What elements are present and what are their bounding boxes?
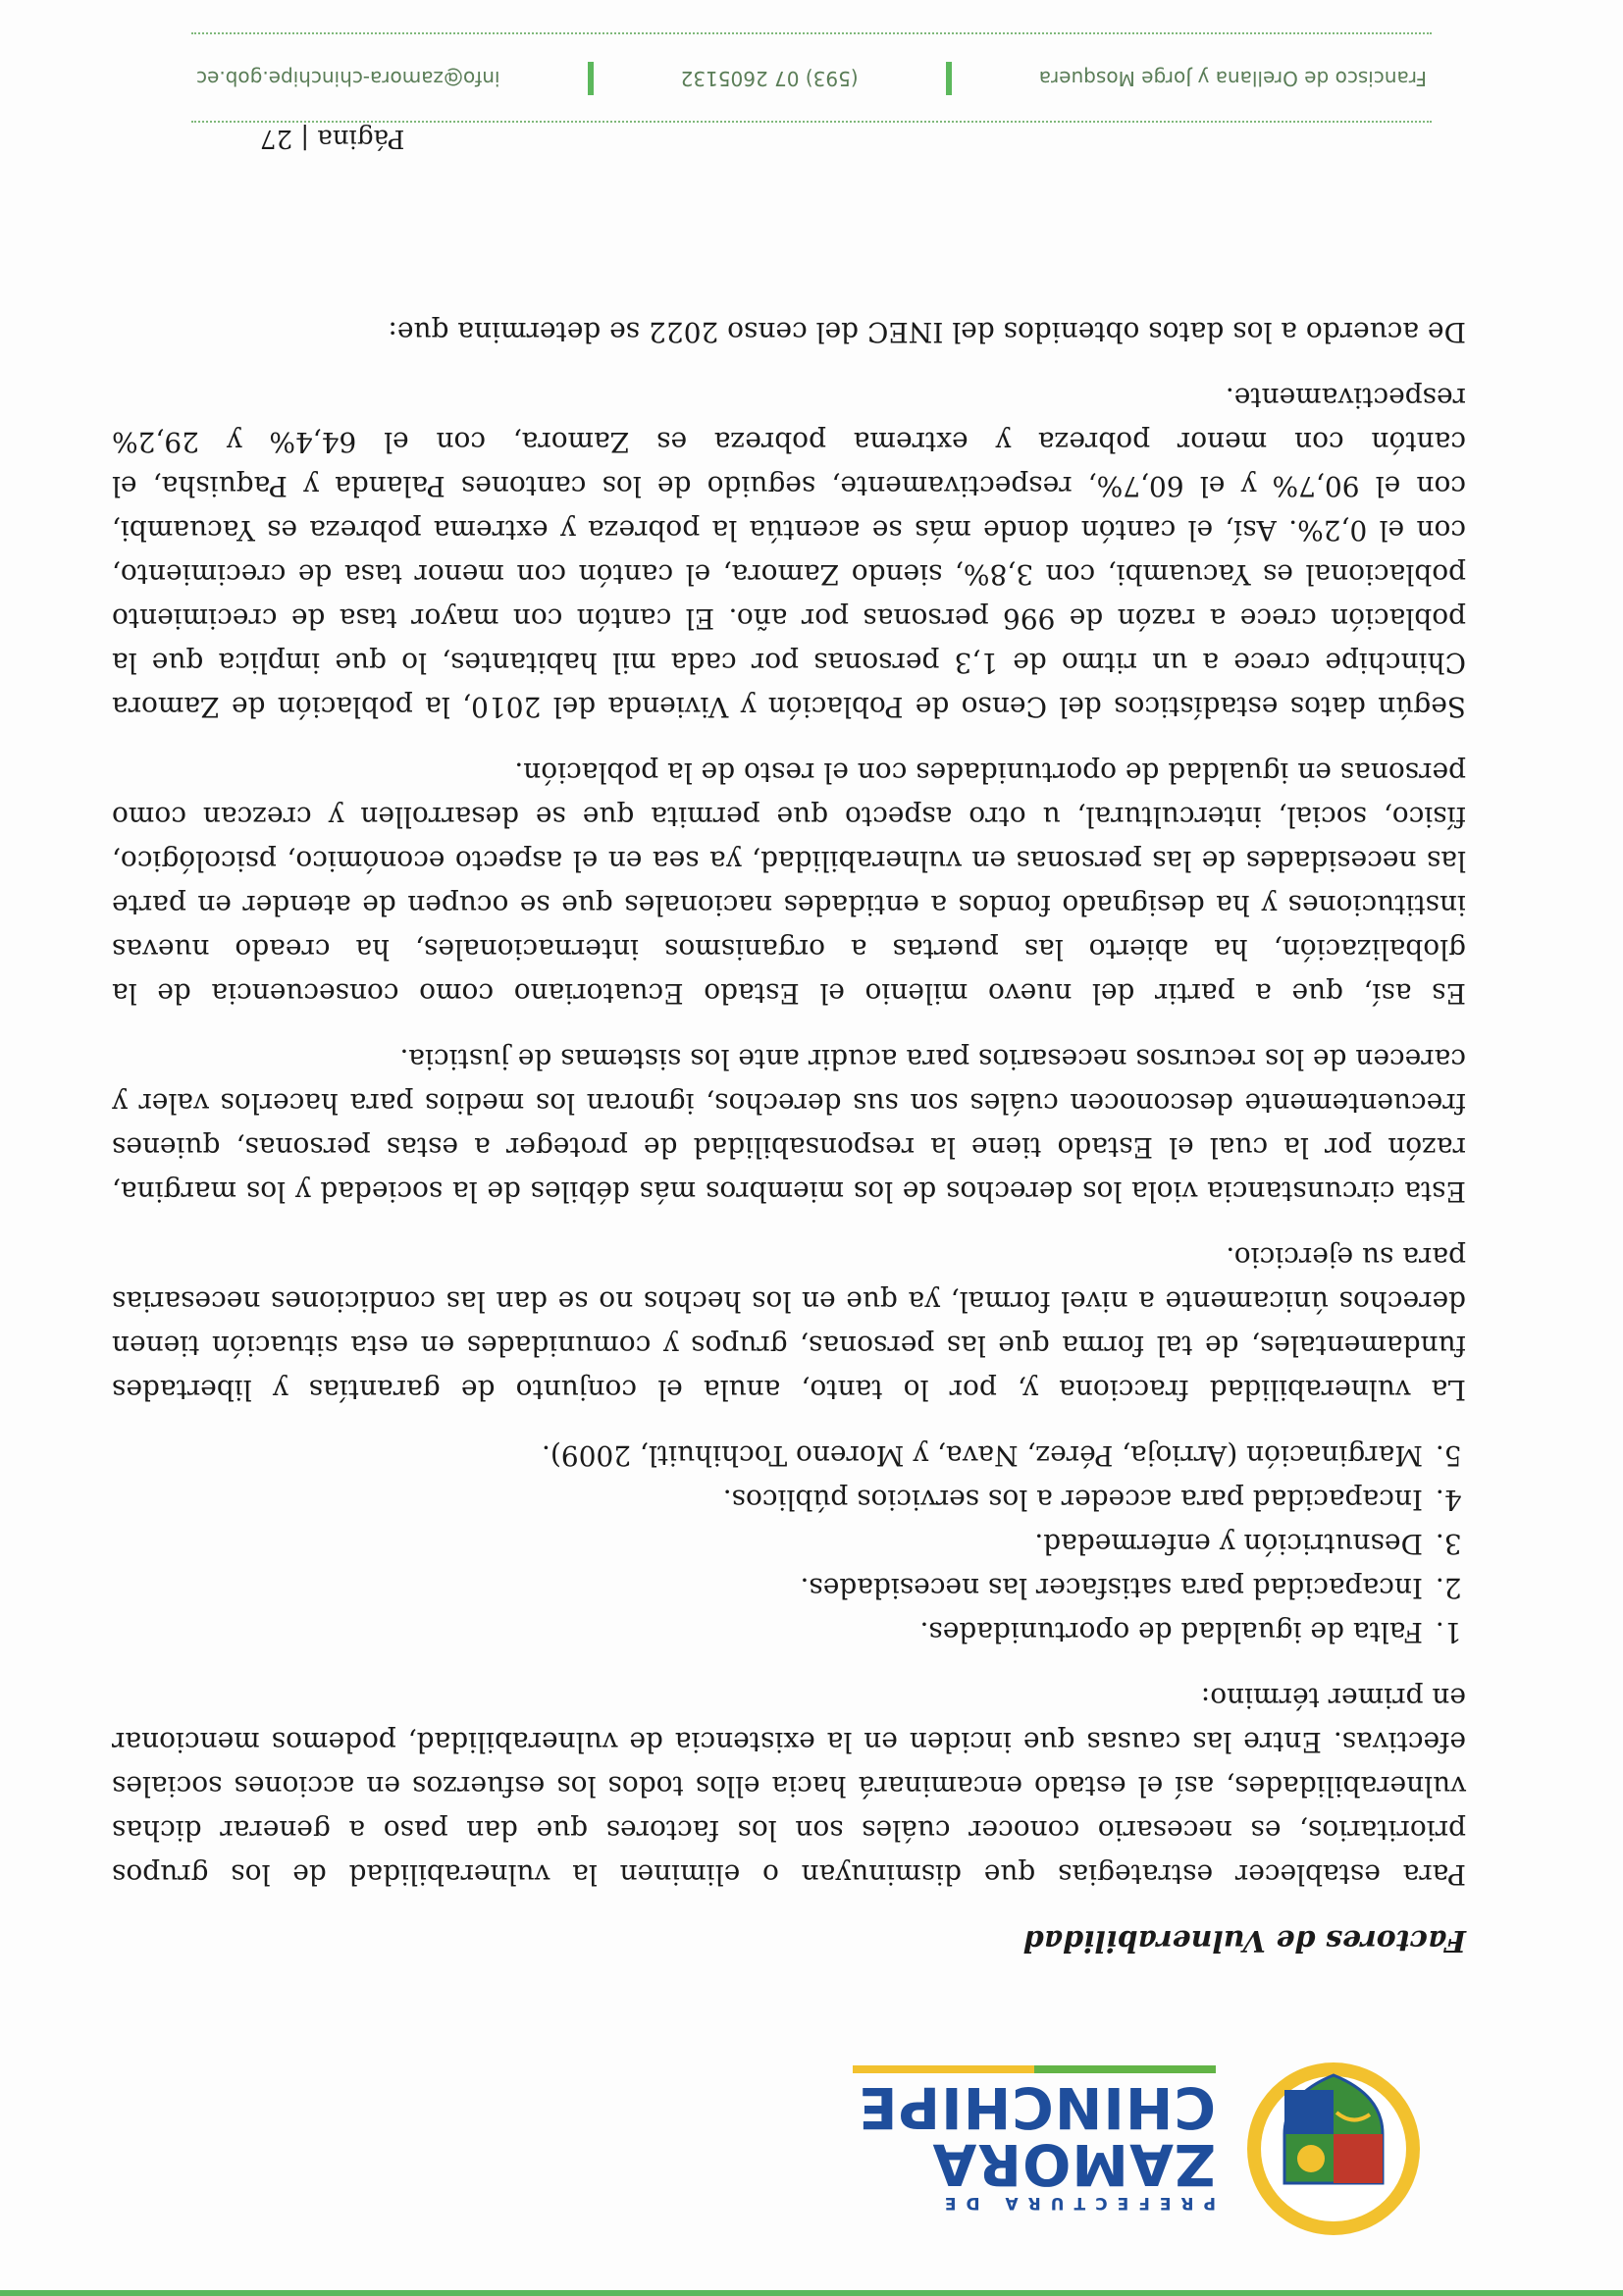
- brand-line-zamora: ZAMORA: [931, 2131, 1216, 2198]
- prefectura-logo: [838, 2036, 1427, 2242]
- brand-color-rule: [853, 2065, 1216, 2073]
- paragraph: Según datos estadísticos del Censo de Población y Vivienda del 2010, la población de Zamora Chinchipe crece a un ritmo de 1,3 personas por cada mil habitantes, lo que implica que la población crece a razón de 996 personas por año. El cantón con mayor tasa de crecimiento poblacional es Yacuambi, con 3,8%, siendo Zamora, el cantón con menor tasa de crecimiento, con el 0,2%. Así, el cantón donde más se acentúa la pobreza y extrema pobreza es Yacuambi, con el 90,7% y el 60,7%, respectivamente, seguido de los cantones Palanda y Paquisha, el cantón con menor pobreza y extrema pobreza es Zamora, con el 64,4% y 29,2% respectivamente.: [112, 382, 1466, 723]
- footer-separator: [946, 62, 952, 95]
- causes-list: [112, 1434, 1466, 1654]
- page-number: Página | 27: [260, 124, 405, 153]
- brand-line-chinchipe: CHINCHIPE: [857, 2074, 1216, 2141]
- list-item: 4. Incapacidad para acceder a los servicios públicos.: [112, 1478, 1427, 1522]
- list-item: 2. Incapacidad para satisfacer las necesidades.: [112, 1566, 1427, 1610]
- paragraph: Es así, que a partir del nuevo milenio el Estado Ecuatoriano como consecuencia de la globalización, ha abierto las puertas a organismos internacionales, ha creado nuevas instituciones y ha designado fondos a entidades nacionales que se ocupen de atender en parte las necesidades de las personas en vulnerabilidad, ya sea en el aspecto económico, psicológico, físico, social, intercultural, u otro aspecto que permita que se desarrollen y crezcan como personas en igualdad de oportunidades con el resto de la población.: [112, 757, 1466, 1010]
- coat-of-arms-icon: [1240, 2056, 1427, 2242]
- footer-divider: [191, 121, 1432, 123]
- paragraph: Esta circunstancia viola los derechos de los miembros más débiles de la sociedad y los margina, razón por la cual el Estado tiene la responsabilidad de proteger a estas personas, quienes frecuentemente desconocen cuáles son sus derechos, ignoran los medios para hacerlos valer y carecen de los recursos necesarios para acudir ante los sistemas de justicia.: [112, 1043, 1466, 1208]
- footer-separator: [588, 62, 594, 95]
- footer-phone: (593) 07 2605132: [680, 67, 859, 90]
- paragraph: Para establecer estrategias que disminuyan o eliminen la vulnerabilidad de los grupos prioritarios, es necesario conocer cuáles son los factores que dan paso a generar dichas vulnerabilidades, así el estado encaminará hacia ellos todos los esfuerzos en acciones sociales efectivas. Entre las causas que inciden en la existencia de vulnerabilidad, podemos mencionar en primer término:: [112, 1682, 1466, 1891]
- paragraph: De acuerdo a los datos obtenidos del INEC del censo 2022 se determina que:: [388, 316, 1466, 348]
- list-item: 1. Falta de igualdad de oportunidades.: [112, 1610, 1427, 1654]
- list-item: 3. Desnutrición y enfermedad.: [112, 1522, 1427, 1566]
- header-green-bar: [0, 2290, 1623, 2296]
- footer-address: Francisco de Orellana y Jorge Mosquera: [1038, 67, 1427, 90]
- document-body: [112, 288, 1466, 1962]
- footer-divider: [191, 32, 1432, 34]
- list-item: 5. Marginación (Arrioja, Pérez, Nava, y Moreno Tochihuitl, 2009).: [112, 1434, 1427, 1478]
- section-heading: Factores de Vulnerabilidad: [1022, 1923, 1466, 1957]
- paragraph: La vulnerabilidad fracciona y, por lo tanto, anula el conjunto de garantías y libertades fundamentales, de tal forma que las personas, grupos y comunidades en esta situación tienen derechos únicamente a nivel formal, ya que en los hechos no se dan las condiciones necesarias para su ejercicio.: [112, 1241, 1466, 1406]
- brand-small-text: PREFECTURA DE: [934, 2193, 1216, 2213]
- footer: [0, 25, 1623, 123]
- footer-email[interactable]: info@zamora-chinchipe.gob.ec: [196, 67, 500, 90]
